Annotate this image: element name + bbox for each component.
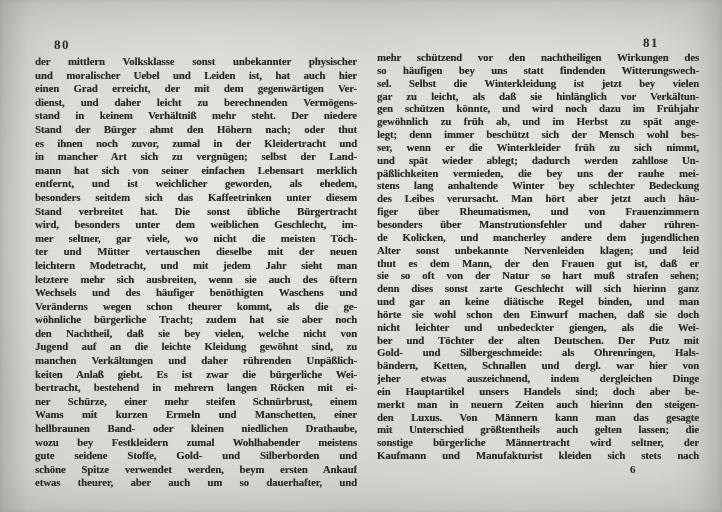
text-line: und spät wieder ablegt; dadurch werden zahllose Un- (377, 154, 699, 167)
text-line: Kaufmann und Manufakturist kleiden sich stets nach (377, 450, 699, 463)
signature-mark: 6 (630, 464, 636, 476)
text-line: es ihnen noch zuvor, zumal in der Kleidertracht und (35, 137, 357, 150)
text-line: mann hat sich von seiner einfachen Lebensart merklich (35, 164, 357, 177)
text-line: wird, besonders unter dem weiblichen Geschlecht, im- (35, 219, 357, 232)
text-line: gute seidene Stoffe, Gold- und Silberborden und (35, 450, 357, 463)
text-line: des Leibes verursacht. Man hört aber jetzt auch häu- (377, 193, 699, 206)
text-line: päßlichkeiten vermieden, die bey uns der rauhe mei- (377, 167, 699, 180)
text-line: stand in keinem Verhältniß mehr steht. Der niedere (35, 110, 357, 123)
text-line: merkt man in neuern Zeiten auch hierinn den steigen- (377, 398, 699, 411)
text-line: in mancher Art sich zu vergnügen; selbst der Land- (35, 151, 357, 164)
text-line: entfernt, und ist weichlicher geworden, als ehedem, (35, 178, 357, 191)
text-line: de Kolicken, und mancherley andere dem jugendlichen (377, 231, 699, 244)
text-line: Alter sonst unbekannte Nervenleiden klagen; und leid (377, 244, 699, 257)
text-line: leichtern Modetracht, und mit jedem Jahr sieht man (35, 259, 357, 272)
text-line: ter und Mütter vertauschen dieselbe mit der neuen (35, 246, 357, 259)
text-line: bertracht, bestehend in mehrern langen Röcken mit ei- (35, 382, 357, 395)
text-line: legt; denn immer beschützt sich der Mensch wohl bes- (377, 129, 699, 142)
text-line: stens lang anhaltende Winter bey schlechter Bedeckung (377, 180, 699, 193)
text-line: dienst, und daher leicht zu berechnenden Vermögens- (35, 96, 357, 109)
text-line: ber und Töchter der alten Deutschen. Der Putz mit (377, 334, 699, 347)
text-line: Wams mit kurzen Ermeln und Manschetten, einer (35, 409, 357, 422)
text-line: keiten Anlaß giebt. Es ist zwar die bürgerliche Wei- (35, 368, 357, 381)
text-line: besonders seitdem sich das Kaffeetrinken unter diesem (35, 191, 357, 204)
text-line: ner Schürze, einer mehr steifen Schnürbrust, einem (35, 395, 357, 408)
text-line: der mittlern Volksklasse sonst unbekannter physischer (35, 56, 357, 68)
text-line: ein Hauptartikel unsers Handels sind; doch aber be- (377, 385, 699, 398)
text-line: den Nachtheil, daß sie bey vielen, welche nicht von (35, 327, 357, 340)
text-line: Gold- und Silbergeschmeide: als Ohrenringen, Hals- (377, 347, 699, 360)
text-line: sie so oft von der Natur so hart muß strafen sehen; (377, 270, 699, 283)
text-line: schöne Spitze verwendet werden, beym ersten Ankauf (35, 463, 357, 476)
text-line: Wechsels und des häufiger benöthigten Waschens und (35, 287, 357, 300)
text-line: etwas theurer, aber auch um so dauerhafter, und (35, 477, 357, 490)
text-line: wöhnliche bürgerliche Tracht; zudem hat sie aber noch (35, 314, 357, 327)
text-line: besonders über Manstrutionsfehler und daher rühren- (377, 218, 699, 231)
text-line: den Luxus. Von Männern kann man das gesagte (377, 411, 699, 424)
page-number-left: 80 (54, 37, 70, 52)
text-line: wozu bey Festkleidern zumal Wohlhabender meistens (35, 436, 357, 449)
text-line: nicht leichter und unbedeckter giengen, als die Wei- (377, 321, 699, 334)
text-line: figer über Rheumatismen, und von Frauenzimmern (377, 206, 699, 219)
text-line: hellbraunen Band- oder kleinen niedlichen Drathaube, (35, 423, 357, 436)
text-line: mehr schützend vor den nachtheiligen Wirkungen des (377, 52, 699, 64)
text-line: Veränderns wegen schon theurer kommt, als die ge- (35, 300, 357, 313)
text-line: jeher etwas auszeichnend, indem dergleichen Dinge (377, 373, 699, 386)
text-line: bändern, Ketten, Schnallen und dergl. war hier von (377, 360, 699, 373)
text-line: ser, wenn er die Winterkleider früh zu sich nimmt, (377, 141, 699, 154)
text-line: und gar an keine diätische Regel binden, und man (377, 296, 699, 309)
text-line: denn dises sonst zarte Geschlecht will sich hierinn ganz (377, 283, 699, 296)
text-line: gen schützen könnte, und wird noch dazu im Frühjahr (377, 103, 699, 116)
text-line: gar zu leicht, als daß sie hinlänglich vor Verkältun- (377, 90, 699, 103)
text-line: Stand verbreitet hat. Die sonst übliche Bürgertracht (35, 205, 357, 218)
text-line: einen Grad erreicht, der mit dem gegenwärtigen Ver- (35, 83, 357, 96)
text-line: mit Unterschied größtentheils auch gelten lassen; die (377, 424, 699, 437)
right-page-text (377, 52, 699, 463)
text-line: gewöhnlich zu früh ab, und im Herbst zu spät ange- (377, 116, 699, 129)
text-line: sel. Selbst die Winterkleidung ist jetzt bey vielen (377, 77, 699, 90)
text-line: und moralischer Uebel und Leiden ist, hat auch hier (35, 69, 357, 82)
text-line: so häufigen bey uns statt findenden Witterungswech- (377, 64, 699, 77)
text-line: sonstige bürgerliche Männertracht wird seltner, der (377, 437, 699, 450)
left-page-text (35, 56, 357, 491)
text-line: thut es dem Mann, der den Frauen gut ist, daß er (377, 257, 699, 270)
text-line: manchen Verkältungen und daher rührenden Unpäßlich- (35, 355, 357, 368)
page-number-right: 81 (643, 35, 659, 50)
text-line: Stand der Bürger ahmt den Höhern nach; oder thut (35, 123, 357, 136)
text-line: letztere mehr sich ausbreiten, wenn sie auch des öftern (35, 273, 357, 286)
text-line: mer seltner, gar viele, wo nicht die meisten Töch- (35, 232, 357, 245)
text-line: hörte sie wohl schon den Einwurf machen, daß sie doch (377, 308, 699, 321)
text-line: Jugend auf an die leichte Kleidung gewöhnt sind, zu (35, 341, 357, 354)
